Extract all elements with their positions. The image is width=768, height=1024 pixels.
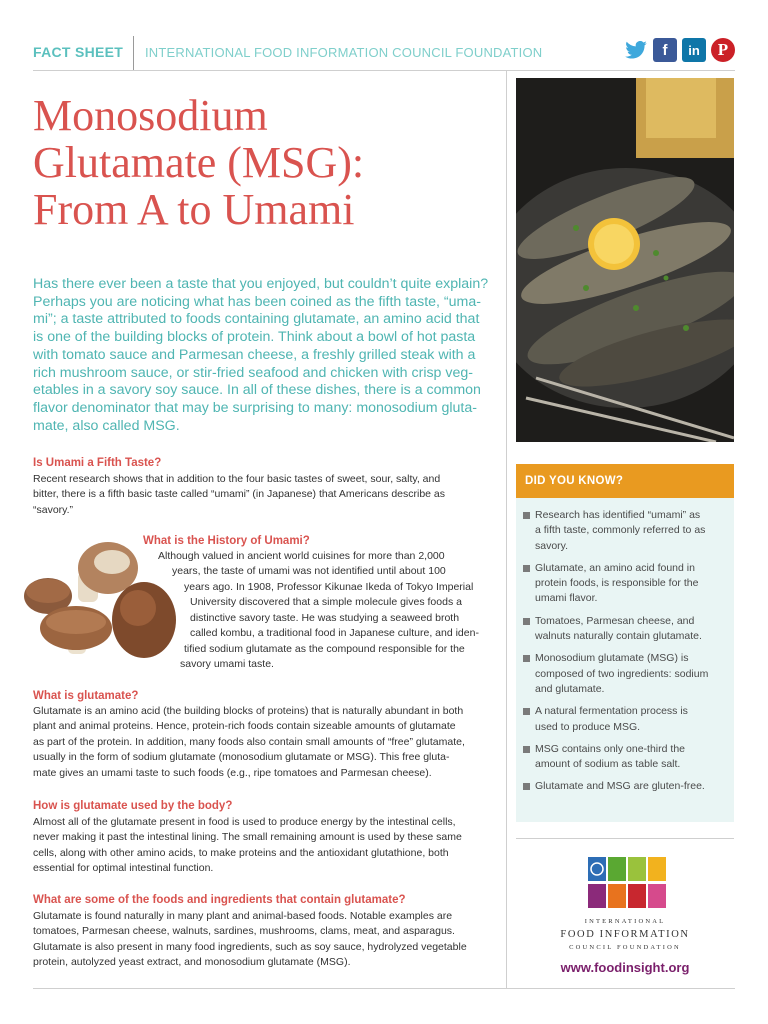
facebook-icon[interactable]: f xyxy=(653,38,677,62)
text-line: protein foods, is responsible for the xyxy=(535,577,699,590)
section-body-glutamate xyxy=(33,704,499,781)
bottom-rule xyxy=(33,988,735,989)
text-line: mate gives an umami taste to such foods (e.g., ripe tomatoes and Parmesan cheese). xyxy=(33,766,432,779)
text-line: Glutamate and MSG are gluten-free. xyxy=(535,780,705,793)
text-line: MSG contains only one-third the xyxy=(535,742,685,755)
bullet-icon xyxy=(523,746,530,753)
list-item xyxy=(523,651,726,697)
mushroom-image xyxy=(18,536,178,666)
did-you-know-box xyxy=(516,464,734,822)
fact-sheet-label: FACT SHEET xyxy=(33,44,124,60)
section-heading-foods: What are some of the foods and ingredients that contain glutamate? xyxy=(33,894,406,906)
section-body-foods xyxy=(33,909,499,971)
text-line: composed of two ingredients: sodium xyxy=(535,667,709,680)
header-divider xyxy=(133,36,134,70)
text-line: Tomatoes, Parmesan cheese, and xyxy=(535,614,695,627)
section-heading-history: What is the History of Umami? xyxy=(143,535,310,547)
text-line: tified sodium glutamate as the compound responsible for the xyxy=(184,643,465,655)
text-line: as part of the protein. In addition, many foods also contain small amounts of “free” glutamate, xyxy=(33,735,465,748)
text-line: and glutamate. xyxy=(535,682,605,695)
text-line: savory. xyxy=(535,539,569,552)
section-body-umami xyxy=(33,472,499,518)
intro-line: flavor denominator that may be surprising to many: monosodium gluta- xyxy=(33,399,477,416)
title-line: From A to Umami xyxy=(33,185,355,234)
bullet-icon xyxy=(523,783,530,790)
did-you-know-heading: DID YOU KNOW? xyxy=(516,464,734,498)
logo-text-council-foundation: COUNCIL FOUNDATION xyxy=(569,944,681,951)
text-line: a fifth taste, commonly referred to as xyxy=(535,524,706,537)
text-line: Recent research shows that in addition to the four basic tastes of sweet, sour, salty, and xyxy=(33,473,441,485)
text-line: Glutamate is found naturally in many plant and animal-based foods. Notable examples are xyxy=(33,910,453,922)
logo-text-international: INTERNATIONAL xyxy=(584,918,666,925)
intro-line: with tomato sauce and Parmesan cheese, a freshly grilled steak with a xyxy=(33,346,476,363)
section-heading-body: How is glutamate used by the body? xyxy=(33,800,233,812)
bullet-icon xyxy=(523,565,530,572)
logo-rule xyxy=(516,838,734,839)
text-line: Glutamate is also present in many food ingredients, such as soy sauce, hydrolyzed vegetable xyxy=(33,940,467,953)
bullet-icon xyxy=(523,655,530,662)
intro-line: etables in a savory soy sauce. In all of these dishes, there is a common xyxy=(33,382,481,399)
intro-line: mate, also called MSG. xyxy=(33,417,180,434)
text-line: savory umami taste. xyxy=(180,658,274,670)
text-line: years, the taste of umami was not identified until about 100 xyxy=(172,565,446,577)
section-heading-glutamate: What is glutamate? xyxy=(33,690,139,702)
text-line: usually in the form of sodium glutamate (monosodium glutamate or MSG). This free gluta- xyxy=(33,751,450,764)
text-line: tomatoes, Parmesan cheese, walnuts, sardines, mushrooms, clams, meat, and asparagus. xyxy=(33,925,455,938)
text-line: umami flavor. xyxy=(535,592,598,605)
intro-line: rich mushroom sauce, or stir-fried seafood and chicken with crisp veg- xyxy=(33,364,473,381)
text-line: Research has identified “umami” as xyxy=(535,509,701,521)
bullet-icon xyxy=(523,618,530,625)
text-line: essential for optimal intestinal function. xyxy=(33,862,214,875)
text-line: Monosodium glutamate (MSG) is xyxy=(535,652,689,665)
title-line: Monosodium xyxy=(33,91,268,140)
text-line: never making it past the intestinal lining. The small remaining amount is used by these same xyxy=(33,831,462,844)
pinterest-icon[interactable]: P xyxy=(711,38,735,62)
text-line: University discovered that a simple molecule gives foods a xyxy=(190,596,462,608)
text-line: called kombu, a traditional food in Japanese culture, and iden- xyxy=(190,627,479,639)
text-line: used to produce MSG. xyxy=(535,720,641,733)
text-line: walnuts naturally contain glutamate. xyxy=(535,630,702,643)
intro-line: Perhaps you are noticing what has been coined as the fifth taste, “uma- xyxy=(33,293,481,310)
intro-line: Has there ever been a taste that you enjoyed, but couldn’t quite explain? xyxy=(33,276,489,292)
text-line: years ago. In 1908, Professor Kikunae Ikeda of Tokyo Imperial xyxy=(184,581,474,593)
ific-logo-icon xyxy=(588,857,666,909)
intro-paragraph xyxy=(33,276,499,435)
title-line: Glutamate (MSG): xyxy=(33,138,365,187)
section-body-body xyxy=(33,815,499,877)
list-item xyxy=(523,561,726,607)
list-item xyxy=(523,742,726,773)
text-line: plant and animal proteins. Hence, protein-rich foods contain sizeable amounts of glutamate xyxy=(33,720,456,733)
bullet-icon xyxy=(523,708,530,715)
social-links xyxy=(624,38,735,62)
linkedin-icon[interactable]: in xyxy=(682,38,706,62)
text-line: protein, autolyzed yeast extract, and monosodium glutamate (MSG). xyxy=(33,956,351,969)
text-line: distinctive savory taste. He was studying a seaweed broth xyxy=(190,612,460,624)
list-item xyxy=(523,704,726,735)
did-you-know-list xyxy=(516,498,734,795)
column-rule xyxy=(506,70,507,988)
intro-line: is one of the building blocks of protein. Think about a bowl of hot pasta xyxy=(33,329,476,346)
top-rule xyxy=(33,70,735,71)
list-item xyxy=(523,614,726,645)
org-name: INTERNATIONAL FOOD INFORMATION COUNCIL FOUNDATION xyxy=(145,45,543,60)
bullet-icon xyxy=(523,512,530,519)
text-line: Glutamate, an amino acid found in xyxy=(535,561,695,574)
list-item xyxy=(523,779,726,794)
text-line: A natural fermentation process is xyxy=(535,705,688,718)
text-line: amount of sodium as table salt. xyxy=(535,758,681,771)
header xyxy=(33,36,735,70)
website-link[interactable]: www.foodinsight.org xyxy=(560,960,690,975)
list-item xyxy=(523,508,726,554)
text-line: Although valued in ancient world cuisines for more than 2,000 xyxy=(158,550,445,562)
text-line: Glutamate is an amino acid (the building blocks of proteins) that is naturally abundant in both xyxy=(33,705,464,717)
text-line: Almost all of the glutamate present in food is used to produce energy by the intestinal cells, xyxy=(33,816,456,828)
text-line: cells, along with other amino acids, to make proteins and the antioxidant glutathione, both xyxy=(33,846,449,859)
intro-line: mi”; a taste attributed to foods containing glutamate, an amino acid that xyxy=(33,311,480,328)
page-title xyxy=(33,92,493,233)
text-line: bitter, there is a fifth basic taste called “umami” (in Japanese) that Americans describe as xyxy=(33,488,446,501)
text-line: “savory.” xyxy=(33,503,74,516)
logo-text-food-information: FOOD INFORMATION xyxy=(560,929,690,940)
section-heading-umami: Is Umami a Fifth Taste? xyxy=(33,457,162,469)
twitter-icon[interactable] xyxy=(624,38,648,62)
grilled-sardines-photo xyxy=(516,78,734,442)
